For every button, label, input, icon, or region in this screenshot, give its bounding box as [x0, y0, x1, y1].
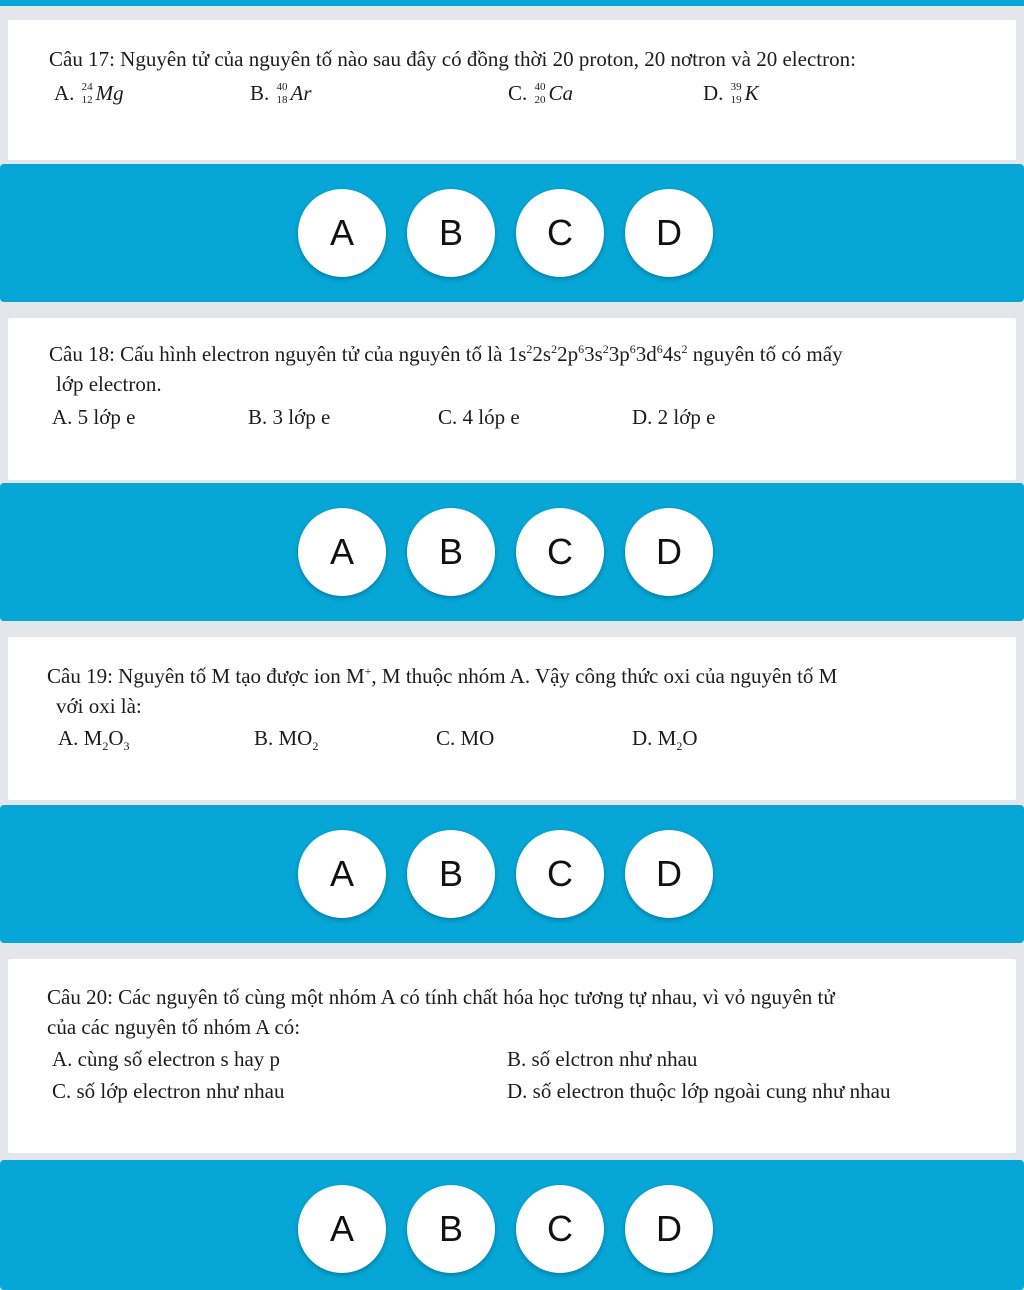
question-card-20 — [8, 959, 1016, 1153]
option-a: A. 5 lớp e — [52, 405, 136, 429]
answer-button-a[interactable]: A — [298, 1185, 386, 1273]
option-d: D. 39 19 K — [703, 81, 759, 107]
question-text: Câu 17: Nguyên tử của nguyên tố nào sau đây có đồng thời 20 proton, 20 nơtron và 20 electron: — [49, 47, 856, 71]
question-text: Câu 19: Nguyên tố M tạo được ion M+, M thuộc nhóm A. Vậy công thức oxi của nguyên tố M — [47, 664, 838, 688]
answer-button-b[interactable]: B — [407, 830, 495, 918]
option-a: A. $M_2O_3$ — [58, 726, 130, 754]
top-accent-bar — [0, 0, 1024, 6]
answer-panel-17 — [0, 164, 1024, 302]
answer-button-b[interactable]: B — [407, 508, 495, 596]
question-text: Câu 18: Cấu hình electron nguyên tử của nguyên tố là $1s^22s^22p^63s^23p^63d^64s^2$ nguyên tố có mấy — [49, 342, 843, 366]
option-c: C. 40 20 Ca — [508, 81, 574, 107]
answer-button-c[interactable]: C — [516, 189, 604, 277]
answer-button-c[interactable]: C — [516, 830, 604, 918]
option-c: C. 4 lóp e — [438, 405, 520, 429]
answer-panel-18 — [0, 483, 1024, 621]
answer-button-a[interactable]: A — [298, 508, 386, 596]
answer-button-c[interactable]: C — [516, 1185, 604, 1273]
answer-panel-20 — [0, 1160, 1024, 1290]
option-b: B. số elctron như nhau — [507, 1047, 698, 1071]
question-card-17 — [8, 20, 1016, 160]
answer-button-a[interactable]: A — [298, 189, 386, 277]
option-b: B. $MO_2$ — [254, 726, 319, 754]
answer-button-a[interactable]: A — [298, 830, 386, 918]
option-a: A. 24 12 Mg — [54, 81, 124, 107]
answer-button-d[interactable]: D — [625, 189, 713, 277]
question-text-line2: với oxi là: — [56, 694, 142, 718]
option-a: A. cùng số electron s hay p — [52, 1047, 281, 1071]
option-d: D. số electron thuộc lớp ngoài cung như nhau — [507, 1079, 891, 1103]
answer-button-d[interactable]: D — [625, 508, 713, 596]
answer-panel-19 — [0, 805, 1024, 943]
answer-button-b[interactable]: B — [407, 1185, 495, 1273]
question-text-line2: lớp electron. — [56, 372, 162, 396]
option-b: B. 3 lớp e — [248, 405, 331, 429]
answer-button-b[interactable]: B — [407, 189, 495, 277]
answer-button-d[interactable]: D — [625, 830, 713, 918]
question-text-line2: của các nguyên tố nhóm A có: — [47, 1015, 301, 1039]
question-card-18 — [8, 318, 1016, 480]
answer-button-d[interactable]: D — [625, 1185, 713, 1273]
question-text: Câu 20: Các nguyên tố cùng một nhóm A có tính chất hóa học tương tự nhau, vì vỏ nguyên tử — [47, 985, 835, 1009]
option-d: D. $M_2O$ — [632, 726, 698, 754]
option-c: C. số lớp electron như nhau — [52, 1079, 285, 1103]
option-d: D. 2 lớp e — [632, 405, 716, 429]
question-card-19 — [8, 637, 1016, 800]
option-b: B. 40 18 Ar — [250, 81, 312, 107]
answer-button-c[interactable]: C — [516, 508, 604, 596]
option-c: C. MO — [436, 726, 495, 750]
